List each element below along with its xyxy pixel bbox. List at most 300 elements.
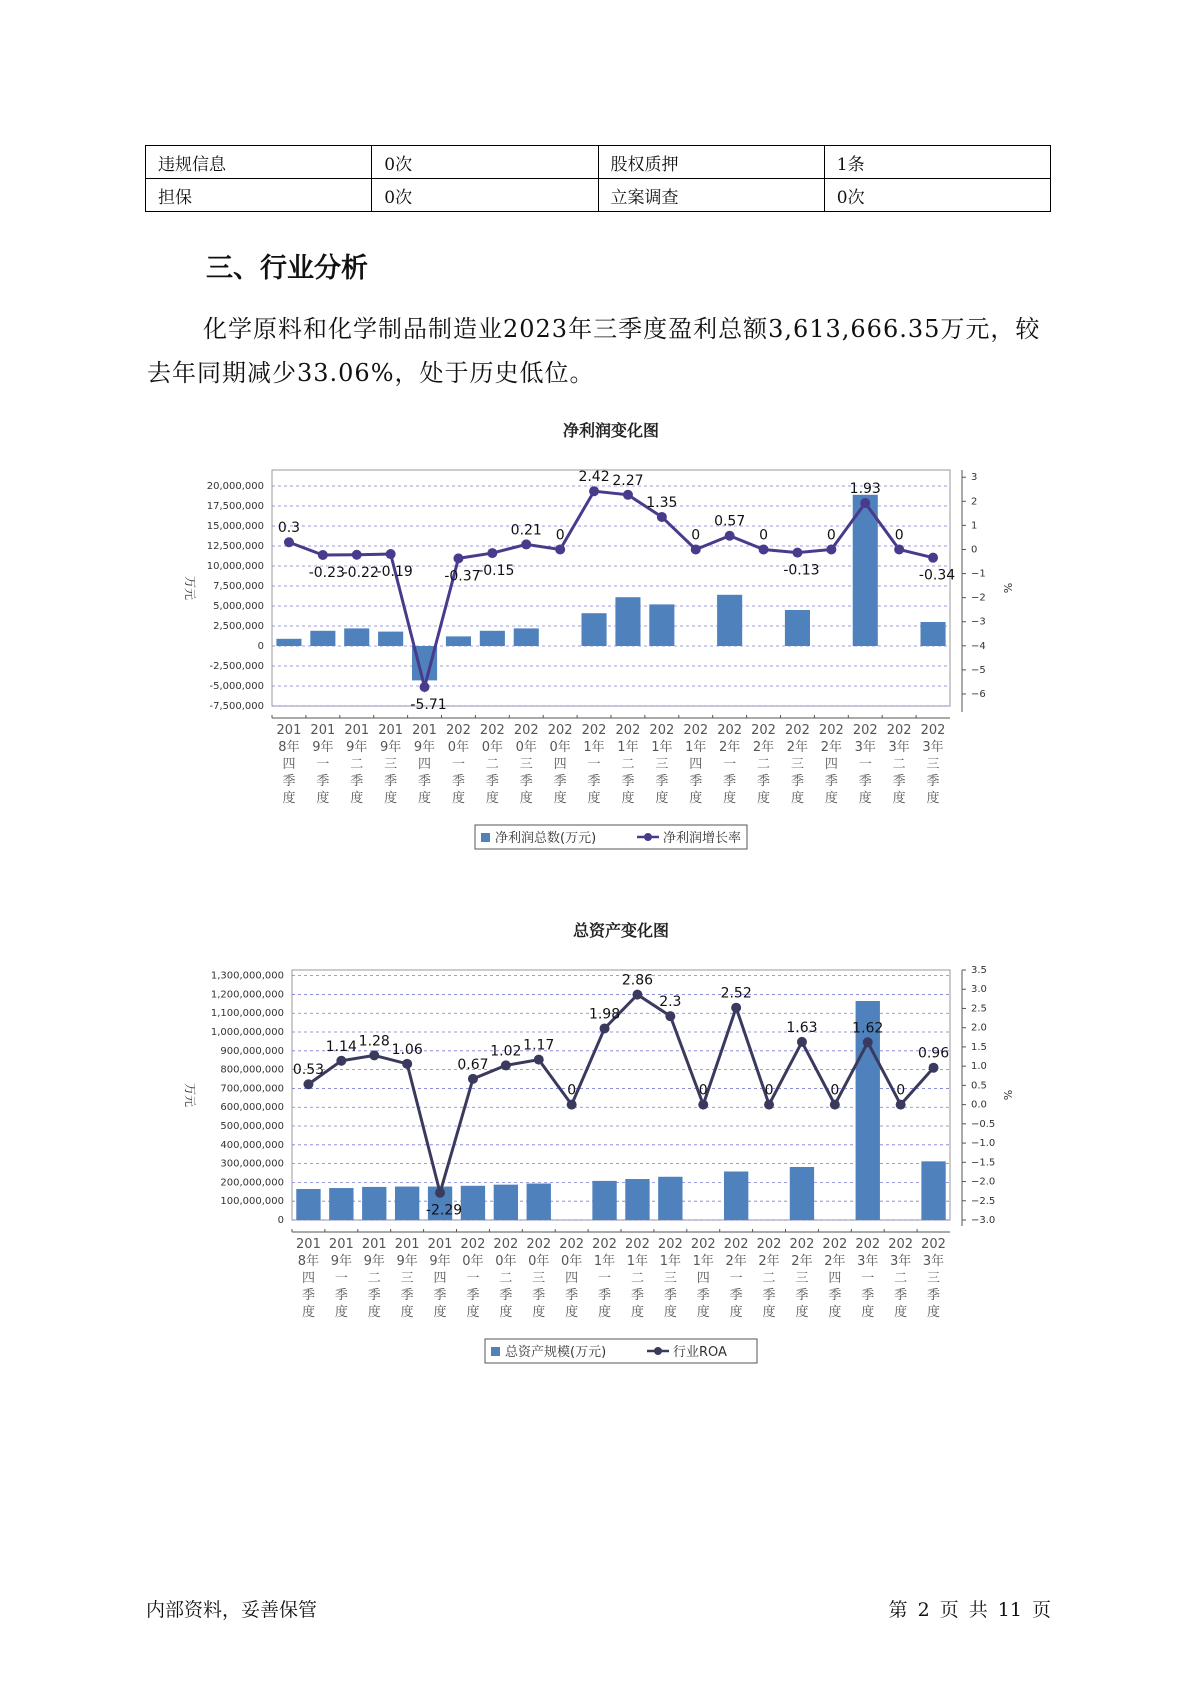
x-tick-label: 201 bbox=[427, 1237, 453, 1252]
chart-title: 总资产变化图 bbox=[572, 921, 670, 940]
right-tick-label: −1 bbox=[971, 568, 986, 580]
x-tick-label: 202 bbox=[789, 1237, 815, 1252]
x-tick-label: 201 bbox=[328, 1237, 354, 1252]
x-tick-label: 1年 bbox=[626, 1254, 649, 1269]
line-point bbox=[468, 1074, 478, 1084]
x-tick-label: 2年 bbox=[786, 740, 809, 755]
x-tick-label: 201 bbox=[378, 723, 404, 738]
x-tick-label: 三 bbox=[926, 757, 940, 772]
line-point bbox=[487, 548, 497, 558]
data-label: 1.17 bbox=[523, 1037, 555, 1054]
x-tick-label: 202 bbox=[888, 1237, 914, 1252]
x-tick-label: 202 bbox=[855, 1237, 881, 1252]
bar bbox=[527, 1184, 551, 1220]
x-tick-label: 201 bbox=[310, 723, 336, 738]
x-tick-label: 202 bbox=[615, 723, 641, 738]
x-tick-label: 度 bbox=[790, 791, 804, 806]
x-tick-label: 度 bbox=[757, 791, 771, 806]
data-label: -2.29 bbox=[425, 1202, 463, 1219]
x-tick-label: 季 bbox=[927, 1288, 941, 1303]
x-tick-label: 度 bbox=[892, 791, 906, 806]
x-tick-label: 202 bbox=[493, 1237, 519, 1252]
x-tick-label: 季 bbox=[655, 774, 669, 789]
table-cell-value: 0次 bbox=[372, 179, 598, 212]
data-label: 0 bbox=[830, 1082, 840, 1099]
x-tick-label: 度 bbox=[384, 791, 398, 806]
y-tick-label: 900,000,000 bbox=[220, 1045, 284, 1057]
x-tick-label: 8年 bbox=[297, 1254, 320, 1269]
data-label: 1.98 bbox=[588, 1006, 621, 1023]
line-point bbox=[725, 531, 735, 541]
x-tick-label: 一 bbox=[451, 757, 465, 772]
x-tick-label: 季 bbox=[598, 1288, 612, 1303]
data-label: 1.35 bbox=[646, 494, 678, 511]
x-tick-label: 四 bbox=[824, 757, 838, 772]
x-tick-label: 度 bbox=[519, 791, 533, 806]
y-tick-label: -7,500,000 bbox=[209, 701, 264, 712]
x-tick-label: 季 bbox=[400, 1288, 414, 1303]
x-tick-label: 一 bbox=[723, 757, 737, 772]
x-tick-label: 度 bbox=[858, 791, 872, 806]
x-tick-label: 一 bbox=[587, 757, 601, 772]
x-tick-label: 季 bbox=[828, 1288, 842, 1303]
data-label: -0.34 bbox=[918, 567, 956, 584]
data-label: 1.02 bbox=[490, 1043, 522, 1060]
x-tick-label: 四 bbox=[828, 1271, 842, 1286]
x-tick-label: 度 bbox=[565, 1305, 579, 1320]
x-tick-label: 四 bbox=[301, 1271, 315, 1286]
x-tick-label: 季 bbox=[630, 1288, 644, 1303]
x-tick-label: 度 bbox=[828, 1305, 842, 1320]
x-tick-label: 季 bbox=[316, 774, 330, 789]
legend-bar-label: 总资产规模(万元) bbox=[505, 1345, 607, 1360]
x-tick-label: 1年 bbox=[659, 1254, 681, 1269]
y-tick-label: 15,000,000 bbox=[206, 521, 264, 532]
x-tick-label: 度 bbox=[334, 1305, 348, 1320]
y-axis-title: 万元 bbox=[183, 575, 197, 601]
data-label: 1.63 bbox=[786, 1019, 818, 1036]
line-point bbox=[797, 1037, 807, 1047]
line-point bbox=[860, 498, 870, 508]
right-tick-label: −2.5 bbox=[971, 1195, 996, 1207]
x-tick-label: 季 bbox=[519, 774, 533, 789]
x-tick-label: 9年 bbox=[429, 1254, 451, 1269]
bar bbox=[329, 1188, 353, 1220]
y-tick-label: 100,000,000 bbox=[220, 1196, 284, 1208]
y-tick-label: 5,000,000 bbox=[213, 601, 264, 612]
bar bbox=[625, 1179, 649, 1220]
line-point bbox=[698, 1100, 708, 1110]
line-point bbox=[402, 1059, 412, 1069]
bar bbox=[378, 632, 403, 646]
x-tick-label: 季 bbox=[790, 774, 804, 789]
total-assets-chart bbox=[0, 920, 1191, 1380]
x-tick-label: 度 bbox=[400, 1305, 414, 1320]
x-tick-label: 三 bbox=[655, 757, 669, 772]
data-label: -0.23 bbox=[308, 565, 345, 582]
bar bbox=[921, 1161, 945, 1220]
bar bbox=[276, 639, 301, 646]
x-tick-label: 度 bbox=[433, 1305, 447, 1320]
x-tick-label: 202 bbox=[460, 1237, 486, 1252]
table-row bbox=[146, 179, 1051, 212]
line-point bbox=[894, 544, 904, 554]
x-tick-label: 度 bbox=[451, 791, 465, 806]
data-label: 2.52 bbox=[720, 985, 752, 1002]
x-tick-label: 202 bbox=[717, 723, 743, 738]
y-tick-label: 17,500,000 bbox=[206, 501, 264, 512]
legend-line-marker bbox=[644, 833, 652, 841]
x-tick-label: 202 bbox=[785, 723, 810, 738]
table-cell-value: 0次 bbox=[824, 179, 1050, 212]
bar bbox=[658, 1177, 682, 1220]
x-tick-label: 二 bbox=[485, 757, 499, 772]
x-tick-label: 度 bbox=[630, 1305, 644, 1320]
bar bbox=[649, 604, 674, 646]
data-label: 0.3 bbox=[277, 520, 301, 537]
x-tick-label: 季 bbox=[587, 774, 601, 789]
right-tick-label: −2 bbox=[971, 592, 986, 604]
line-point bbox=[318, 550, 328, 560]
data-label: 1.14 bbox=[325, 1038, 357, 1055]
plot-area bbox=[272, 470, 950, 706]
x-tick-label: 度 bbox=[689, 791, 703, 806]
x-tick-label: 0年 bbox=[481, 740, 503, 755]
x-tick-label: 201 bbox=[361, 1237, 387, 1252]
x-tick-label: 2年 bbox=[824, 1254, 846, 1269]
page-number: 第 2 页 共 11 页 bbox=[888, 1599, 1051, 1621]
data-label: 0 bbox=[555, 527, 565, 544]
x-tick-label: 度 bbox=[499, 1305, 513, 1320]
x-tick-label: 一 bbox=[858, 757, 872, 772]
table-cell-value: 1条 bbox=[824, 146, 1050, 179]
x-tick-label: 季 bbox=[696, 1288, 710, 1303]
x-tick-label: 三 bbox=[519, 757, 533, 772]
right-tick-label: 2.0 bbox=[971, 1022, 987, 1034]
x-tick-label: 三 bbox=[663, 1271, 677, 1286]
x-tick-label: 202 bbox=[592, 1237, 617, 1252]
data-label: 1.28 bbox=[358, 1033, 390, 1050]
legend-line-marker bbox=[654, 1347, 662, 1355]
x-tick-label: 一 bbox=[729, 1271, 743, 1286]
right-tick-label: −6 bbox=[971, 688, 986, 700]
x-tick-label: 三 bbox=[927, 1271, 941, 1286]
x-tick-label: 1年 bbox=[617, 740, 639, 755]
right-tick-label: 0 bbox=[971, 544, 978, 556]
x-tick-label: 度 bbox=[927, 1305, 941, 1320]
legend-bar-swatch bbox=[481, 833, 490, 842]
bar bbox=[790, 1167, 814, 1220]
x-tick-label: 季 bbox=[532, 1288, 546, 1303]
right-tick-label: −3 bbox=[971, 616, 986, 628]
right-tick-label: 3.5 bbox=[971, 965, 987, 976]
x-tick-label: 一 bbox=[466, 1271, 480, 1286]
x-tick-label: 9年 bbox=[363, 1254, 385, 1269]
table-cell-label: 股权质押 bbox=[598, 146, 824, 179]
y2-axis-title: % bbox=[1001, 582, 1014, 594]
data-label: 0 bbox=[698, 1082, 708, 1099]
data-label: 0 bbox=[764, 1082, 774, 1099]
bar bbox=[344, 628, 369, 646]
line-point bbox=[928, 553, 938, 563]
x-tick-label: 季 bbox=[926, 774, 940, 789]
x-tick-label: 度 bbox=[532, 1305, 546, 1320]
x-tick-label: 202 bbox=[723, 1237, 749, 1252]
right-tick-label: 1 bbox=[971, 520, 978, 532]
x-tick-label: 202 bbox=[818, 723, 844, 738]
x-tick-label: 202 bbox=[559, 1237, 585, 1252]
line-point bbox=[521, 539, 531, 549]
data-label: 0.67 bbox=[457, 1056, 489, 1073]
net-profit-chart-svg bbox=[0, 420, 1191, 880]
data-label: 2.42 bbox=[578, 469, 610, 486]
data-label: -0.37 bbox=[444, 568, 481, 585]
bar bbox=[310, 631, 335, 646]
y-tick-label: 700,000,000 bbox=[220, 1083, 284, 1095]
y-tick-label: 300,000,000 bbox=[220, 1158, 284, 1170]
x-tick-label: 季 bbox=[892, 774, 906, 789]
x-tick-label: 1年 bbox=[692, 1254, 714, 1269]
x-tick-label: 季 bbox=[762, 1288, 776, 1303]
x-tick-label: 201 bbox=[394, 1237, 420, 1252]
line-point bbox=[863, 1037, 873, 1047]
line-point bbox=[600, 1023, 610, 1033]
x-tick-label: 度 bbox=[466, 1305, 480, 1320]
data-label: -0.13 bbox=[783, 562, 820, 579]
x-tick-label: 季 bbox=[433, 1288, 447, 1303]
x-tick-label: 3年 bbox=[857, 1254, 879, 1269]
data-label: 0 bbox=[691, 527, 701, 544]
right-tick-label: −1.0 bbox=[971, 1138, 996, 1150]
x-tick-label: 季 bbox=[824, 774, 838, 789]
y-tick-label: 2,500,000 bbox=[213, 621, 264, 632]
x-tick-label: 季 bbox=[282, 774, 296, 789]
x-tick-label: 季 bbox=[384, 774, 398, 789]
x-tick-label: 季 bbox=[663, 1288, 677, 1303]
x-tick-label: 1年 bbox=[593, 1254, 616, 1269]
table-row bbox=[146, 146, 1051, 179]
y-tick-label: 1,200,000,000 bbox=[210, 989, 284, 1001]
y-tick-label: -2,500,000 bbox=[209, 661, 264, 672]
line-point bbox=[665, 1011, 675, 1021]
y2-axis-title: % bbox=[1001, 1089, 1014, 1101]
x-tick-label: 201 bbox=[412, 723, 437, 738]
x-tick-label: 度 bbox=[418, 791, 432, 806]
x-tick-label: 四 bbox=[565, 1271, 579, 1286]
x-tick-label: 度 bbox=[723, 791, 737, 806]
x-tick-label: 3年 bbox=[888, 740, 910, 755]
legend-line-label: 行业ROA bbox=[673, 1345, 727, 1360]
line-point bbox=[336, 1056, 346, 1066]
x-tick-label: 季 bbox=[894, 1288, 908, 1303]
data-label: 0 bbox=[894, 527, 904, 544]
x-tick-label: 2年 bbox=[752, 740, 775, 755]
x-tick-label: 3年 bbox=[922, 1254, 945, 1269]
x-tick-label: 202 bbox=[683, 723, 709, 738]
x-tick-label: 202 bbox=[479, 723, 505, 738]
total-assets-chart-svg bbox=[0, 920, 1191, 1380]
section-title: 三、行业分析 bbox=[206, 253, 368, 284]
x-tick-label: 202 bbox=[886, 723, 912, 738]
line-point bbox=[792, 548, 802, 558]
x-tick-label: 季 bbox=[466, 1288, 480, 1303]
x-tick-label: 202 bbox=[756, 1237, 782, 1252]
x-tick-label: 202 bbox=[513, 723, 539, 738]
line-point bbox=[303, 1079, 313, 1089]
y-tick-label: 500,000,000 bbox=[220, 1121, 284, 1133]
x-tick-label: 度 bbox=[861, 1305, 875, 1320]
bar bbox=[615, 597, 640, 646]
x-tick-label: 1年 bbox=[651, 740, 673, 755]
x-tick-label: 202 bbox=[625, 1237, 650, 1252]
legend-bar-label: 净利润总数(万元) bbox=[495, 831, 597, 846]
bar bbox=[717, 595, 742, 646]
x-tick-label: 9年 bbox=[312, 740, 334, 755]
line-point bbox=[284, 537, 294, 547]
x-tick-label: 三 bbox=[400, 1271, 414, 1286]
x-tick-label: 二 bbox=[621, 757, 635, 772]
line-point bbox=[691, 544, 701, 554]
x-tick-label: 0年 bbox=[515, 740, 537, 755]
line-point bbox=[369, 1050, 379, 1060]
x-tick-label: 3年 bbox=[922, 740, 944, 755]
data-label: -0.19 bbox=[376, 564, 413, 581]
x-tick-label: 季 bbox=[757, 774, 771, 789]
line-point bbox=[764, 1100, 774, 1110]
x-tick-label: 9年 bbox=[346, 740, 368, 755]
body-paragraph: 化学原料和化学制品制造业2023年三季度盈利总额3,613,666.35万元，较去年同期减少33.06%，处于历史低位。 bbox=[147, 315, 1041, 387]
data-label: 0 bbox=[759, 527, 769, 544]
x-tick-label: 202 bbox=[822, 1237, 848, 1252]
line-point bbox=[352, 550, 362, 560]
x-tick-label: 季 bbox=[861, 1288, 875, 1303]
y-tick-label: 7,500,000 bbox=[213, 581, 264, 592]
x-tick-label: 202 bbox=[446, 723, 471, 738]
data-label: 2.27 bbox=[612, 472, 644, 489]
x-tick-label: 二 bbox=[892, 757, 906, 772]
data-label: 1.93 bbox=[849, 480, 881, 497]
x-tick-label: 季 bbox=[451, 774, 465, 789]
bar bbox=[296, 1189, 320, 1220]
data-label: -0.22 bbox=[342, 564, 379, 581]
x-tick-label: 四 bbox=[282, 757, 296, 772]
x-tick-label: 二 bbox=[630, 1271, 644, 1286]
right-tick-label: −0.5 bbox=[971, 1118, 996, 1130]
x-tick-label: 201 bbox=[296, 1237, 321, 1252]
right-tick-label: 2.5 bbox=[971, 1003, 987, 1015]
table-cell-label: 违规信息 bbox=[146, 146, 372, 179]
line-point bbox=[420, 682, 430, 692]
x-tick-label: 201 bbox=[344, 723, 370, 738]
x-tick-label: 202 bbox=[657, 1237, 683, 1252]
x-tick-label: 2年 bbox=[820, 740, 842, 755]
bar bbox=[480, 631, 505, 646]
x-tick-label: 202 bbox=[690, 1237, 716, 1252]
x-tick-label: 季 bbox=[350, 774, 364, 789]
x-tick-label: 度 bbox=[621, 791, 635, 806]
bar bbox=[921, 622, 946, 646]
x-tick-label: 度 bbox=[553, 791, 567, 806]
net-profit-chart bbox=[0, 420, 1191, 880]
x-tick-label: 202 bbox=[920, 723, 946, 738]
x-tick-label: 二 bbox=[499, 1271, 513, 1286]
y-tick-label: 10,000,000 bbox=[206, 561, 264, 572]
y-tick-label: 200,000,000 bbox=[220, 1177, 284, 1189]
x-tick-label: 2年 bbox=[719, 740, 741, 755]
legend-bar-swatch bbox=[491, 1347, 500, 1356]
bar bbox=[446, 636, 471, 646]
x-tick-label: 0年 bbox=[549, 740, 571, 755]
x-tick-label: 2年 bbox=[791, 1254, 813, 1269]
right-tick-label: 2 bbox=[971, 496, 978, 508]
x-tick-label: 四 bbox=[418, 757, 432, 772]
line-point bbox=[731, 1003, 741, 1013]
x-tick-label: 9年 bbox=[413, 740, 436, 755]
x-tick-label: 三 bbox=[384, 757, 398, 772]
line-point bbox=[632, 990, 642, 1000]
line-point bbox=[435, 1188, 445, 1198]
data-label: 0 bbox=[826, 527, 836, 544]
x-tick-label: 度 bbox=[762, 1305, 776, 1320]
bar bbox=[724, 1172, 748, 1220]
x-tick-label: 0年 bbox=[561, 1254, 583, 1269]
bar bbox=[582, 613, 607, 646]
x-tick-label: 一 bbox=[861, 1271, 875, 1286]
bar bbox=[785, 610, 810, 646]
y-axis-title: 万元 bbox=[183, 1082, 197, 1108]
table-cell-label: 担保 bbox=[146, 179, 372, 212]
x-tick-label: 二 bbox=[894, 1271, 908, 1286]
x-tick-label: 度 bbox=[485, 791, 499, 806]
x-tick-label: 季 bbox=[621, 774, 635, 789]
x-tick-label: 9年 bbox=[380, 740, 402, 755]
data-label: 2.3 bbox=[659, 994, 682, 1011]
x-tick-label: 度 bbox=[696, 1305, 710, 1320]
x-tick-label: 度 bbox=[795, 1305, 809, 1320]
x-tick-label: 202 bbox=[649, 723, 675, 738]
x-tick-label: 二 bbox=[757, 757, 771, 772]
x-tick-label: 度 bbox=[367, 1305, 381, 1320]
right-tick-label: 3.0 bbox=[971, 984, 987, 996]
line-point bbox=[386, 549, 396, 559]
x-tick-label: 季 bbox=[418, 774, 432, 789]
y-tick-label: 12,500,000 bbox=[206, 541, 264, 552]
line-point bbox=[555, 544, 565, 554]
line-point bbox=[657, 512, 667, 522]
line-point bbox=[589, 486, 599, 496]
line-point bbox=[759, 544, 769, 554]
x-tick-label: 四 bbox=[433, 1271, 447, 1286]
x-tick-label: 季 bbox=[334, 1288, 348, 1303]
bar bbox=[461, 1186, 485, 1220]
x-tick-label: 二 bbox=[350, 757, 364, 772]
x-tick-label: 三 bbox=[795, 1271, 809, 1286]
x-tick-label: 二 bbox=[762, 1271, 776, 1286]
y-tick-label: -5,000,000 bbox=[209, 681, 264, 692]
x-tick-label: 度 bbox=[282, 791, 296, 806]
x-tick-label: 0年 bbox=[447, 740, 470, 755]
info-table bbox=[145, 145, 1051, 212]
x-tick-label: 201 bbox=[276, 723, 302, 738]
line-point bbox=[501, 1060, 511, 1070]
x-tick-label: 度 bbox=[729, 1305, 743, 1320]
x-tick-label: 度 bbox=[663, 1305, 677, 1320]
data-label: 0.57 bbox=[714, 513, 746, 530]
x-tick-label: 三 bbox=[532, 1271, 546, 1286]
x-tick-label: 202 bbox=[852, 723, 878, 738]
y-tick-label: 1,000,000,000 bbox=[210, 1027, 284, 1039]
x-tick-label: 一 bbox=[598, 1271, 612, 1286]
